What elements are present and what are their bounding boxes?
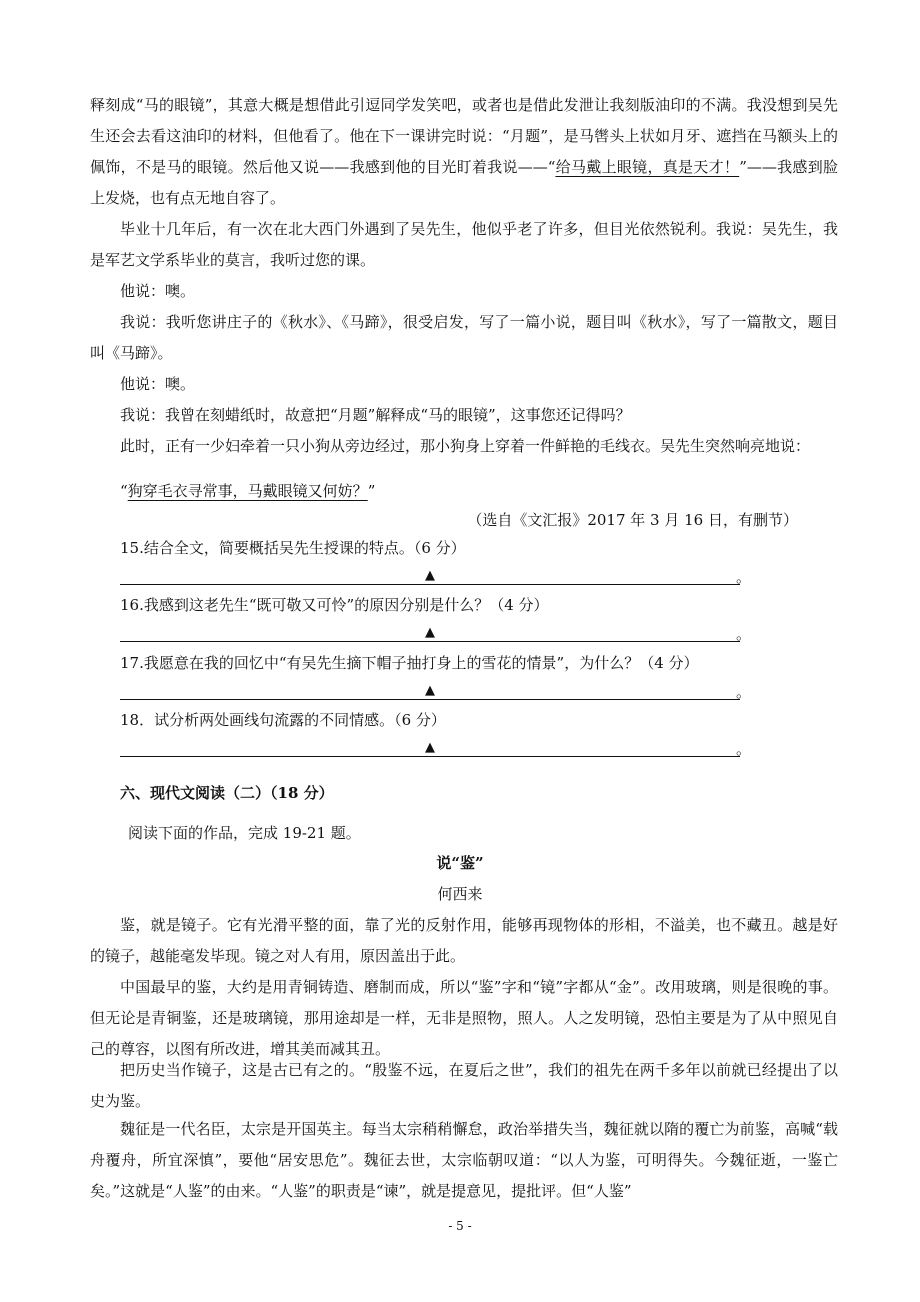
passage-source: （选自《文汇报》2017 年 3 月 16 日，有删节） <box>467 511 798 529</box>
passage-paragraph-2: 毕业十几年后，有一次在北大西门外遇到了吴先生，他似乎老了许多，但目光依然锐利。我说：吴先生，我是军艺文学系毕业的莫言，我听过您的课。 <box>90 220 838 269</box>
answer-marker-icon: ▲ <box>425 568 435 583</box>
answer-line-18[interactable] <box>120 734 740 757</box>
article-paragraph-3: 把历史当作镜子，这是古已有之的。“殷鉴不远，在夏后之世”，我们的祖先在两千多年以前就已经提出了以史为鉴。 <box>90 1061 838 1110</box>
answer-end-mark: 。 <box>736 683 752 701</box>
answer-marker-icon: ▲ <box>425 625 435 640</box>
answer-marker-icon: ▲ <box>425 683 435 698</box>
article-author: 何西来 <box>437 885 483 903</box>
question-16: 16.我感到这老先生“既可敬又可怜”的原因分别是什么？（4 分） <box>120 596 549 614</box>
passage-paragraph-3: 他说：噢。 <box>120 282 196 300</box>
article-paragraph-4: 魏征是一代名臣，太宗是开国英主。每当太宗稍稍懈怠，政治举措失当，魏征就以隋的覆亡为前鉴，高喊“载舟覆舟，所宜深慎”，要他“居安思危”。魏征去世，太宗临朝叹道：“以人为鉴，可明得失。今魏征逝，一鉴亡矣。”这就是“人鉴”的由来。“人鉴”的职责是“谏”，就是提意见，提批评。但“人鉴” <box>90 1120 838 1200</box>
passage-paragraph-6: 我说：我曾在刻蜡纸时，故意把“月题”解释成“马的眼镜”，这事您还记得吗？ <box>120 406 631 424</box>
page-number: - 5 - <box>448 1219 472 1233</box>
passage-paragraph-1 <box>90 90 838 214</box>
article-paragraph-2: 中国最早的鉴，大约是用青铜铸造、磨制而成，所以“鉴”字和“镜”字都从“金”。改用玻璃，则是很晚的事。但无论是青铜鉴，还是玻璃镜，那用途却是一样，无非是照物，照人。人之发明镜，恐怕主要是为了从中照见自己的尊容，以图有所改进，增其美而减其丑。 <box>90 978 838 1058</box>
article-paragraph-1: 鉴，就是镜子。它有光滑平整的面，靠了光的反射作用，能够再现物体的形相，不溢美，也不藏丑。越是好的镜子，越能毫发毕现。镜之对人有用，原因盖出于此。 <box>90 916 838 965</box>
question-18: 18．试分析两处画线句流露的不同情感。（6 分） <box>120 711 446 729</box>
passage-paragraph-7: 此时，正有一少妇牵着一只小狗从旁边经过，那小狗身上穿着一件鲜艳的毛线衣。吴先生突然响亮地说： <box>120 437 811 455</box>
underlined-sentence-1: 给马戴上眼镜，真是天才！ <box>555 158 740 176</box>
answer-line-17[interactable] <box>120 677 740 700</box>
passage-paragraph-8 <box>90 476 838 507</box>
passage-paragraph-5: 他说：噢。 <box>120 375 196 393</box>
question-17: 17.我愿意在我的回忆中“有吴先生摘下帽子抽打身上的雪花的情景”，为什么？（4 分） <box>120 654 699 672</box>
answer-marker-icon: ▲ <box>425 740 435 755</box>
underlined-sentence-2: 狗穿毛衣寻常事，马戴眼镜又何妨？ <box>127 482 368 500</box>
section-heading: 六、现代文阅读（二）（18 分） <box>120 784 334 802</box>
answer-end-mark: 。 <box>736 568 752 586</box>
section-instruction: 阅读下面的作品，完成 19-21 题。 <box>128 824 361 842</box>
answer-end-mark: 。 <box>736 625 752 643</box>
answer-line-15[interactable] <box>120 562 740 585</box>
quote-open: “ <box>120 482 128 500</box>
passage-text: 释刻成“马的眼镜”，其意大概是想借此引逗同学发笑吧，或者也是借此发泄让我刻版油印的不满。我没想到吴先生还会去看这油印的材料，但他看了。他在下一课讲完时说：“月题”，是马辔头上状如月牙、遮挡在马额头上的佩饰，不是马的眼镜。然后他又说——我感到他的目光盯着我说——“ <box>90 96 838 176</box>
quote-close: ” <box>367 482 376 500</box>
answer-line-16[interactable] <box>120 619 740 642</box>
passage-text: ”——我感到脸上发烧，也有点无地自容了。 <box>90 158 839 207</box>
article-title: 说“鉴” <box>436 854 484 872</box>
answer-end-mark: 。 <box>736 740 752 758</box>
question-15: 15.结合全文，简要概括吴先生授课的特点。（6 分） <box>120 539 466 557</box>
passage-paragraph-4: 我说：我听您讲庄子的《秋水》、《马蹄》，很受启发，写了一篇小说，题目叫《秋水》，写了一篇散文，题目叫《马蹄》。 <box>90 313 838 362</box>
